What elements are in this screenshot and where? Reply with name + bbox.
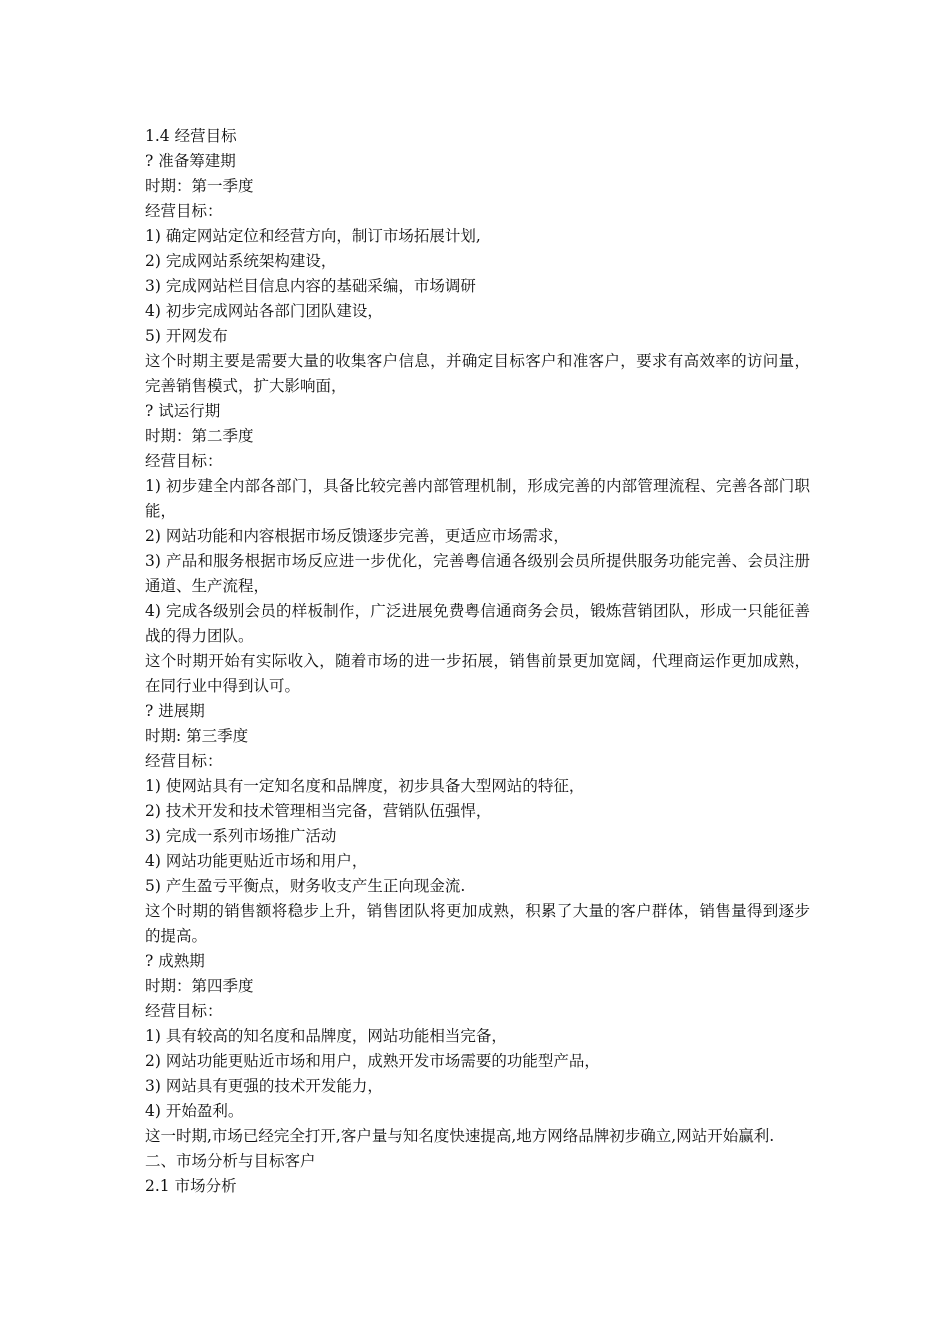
period-label: 时期: 第三季度 (145, 727, 249, 745)
list-item: 1) 确定网站定位和经营方向，制订市场拓展计划, (145, 227, 481, 245)
list-item: 5) 开网发布 (145, 327, 228, 345)
list-item: 3) 产品和服务根据市场反应进一步优化，完善粤信通各级别会员所提供服务功能完善、会员注册通道、生产流程， (145, 552, 810, 595)
chapter-heading: 二、市场分析与目标客户 (145, 1152, 316, 1170)
goals-label: 经营目标： (145, 752, 223, 770)
section-heading: 2.1 市场分析 (145, 1177, 237, 1195)
goals-label: 经营目标： (145, 202, 223, 220)
list-item: 1) 使网站具有一定知名度和品牌度，初步具备大型网站的特征， (145, 777, 585, 795)
list-item: 4) 网站功能更贴近市场和用户， (145, 852, 368, 870)
goals-label: 经营目标： (145, 452, 223, 470)
list-item: 3) 网站具有更强的技术开发能力， (145, 1077, 383, 1095)
goals-label: 经营目标： (145, 1002, 223, 1020)
list-item: 3) 完成网站栏目信息内容的基础采编，市场调研 (145, 277, 476, 295)
list-item: 2) 技术开发和技术管理相当完备，营销队伍强悍， (145, 802, 492, 820)
list-item: 2) 网站功能和内容根据市场反馈逐步完善，更适应市场需求， (145, 527, 569, 545)
section-heading: 1.4 经营目标 (145, 127, 237, 145)
list-item: 4) 开始盈利。 (145, 1102, 244, 1120)
list-item: 2) 完成网站系统架构建设， (145, 252, 337, 270)
phase-heading: ? 准备筹建期 (145, 152, 236, 170)
phase-summary: 这一时期,市场已经完全打开,客户量与知名度快速提高,地方网络品牌初步确立,网站开始赢利. (145, 1127, 775, 1145)
period-label: 时期：第一季度 (145, 177, 254, 195)
phase-summary: 这个时期主要是需要大量的收集客户信息，并确定目标客户和准客户，要求有高效率的访问量，完善销售模式，扩大影响面， (145, 352, 810, 395)
document-body (145, 124, 810, 1199)
list-item: 4) 初步完成网站各部门团队建设， (145, 302, 383, 320)
phase-summary: 这个时期的销售额将稳步上升，销售团队将更加成熟，积累了大量的客户群体，销售量得到逐步的提高。 (145, 902, 810, 945)
phase-heading: ? 成熟期 (145, 952, 205, 970)
list-item: 1) 具有较高的知名度和品牌度，网站功能相当完备， (145, 1027, 507, 1045)
phase-heading: ? 试运行期 (145, 402, 221, 420)
period-label: 时期：第四季度 (145, 977, 254, 995)
list-item: 2) 网站功能更贴近市场和用户，成熟开发市场需要的功能型产品， (145, 1052, 600, 1070)
list-item: 5) 产生盈亏平衡点，财务收支产生正向现金流. (145, 877, 466, 895)
list-item: 3) 完成一系列市场推广活动 (145, 827, 337, 845)
phase-heading: ? 进展期 (145, 702, 205, 720)
list-item: 4) 完成各级别会员的样板制作，广泛进展免费粤信通商务会员，锻炼营销团队，形成一只能征善战的得力团队。 (145, 602, 810, 645)
phase-summary: 这个时期开始有实际收入，随着市场的进一步拓展，销售前景更加宽阔，代理商运作更加成熟，在同行业中得到认可。 (145, 652, 810, 695)
period-label: 时期：第二季度 (145, 427, 254, 445)
list-item: 1) 初步建全内部各部门，具备比较完善内部管理机制，形成完善的内部管理流程、完善各部门职能， (145, 477, 810, 520)
